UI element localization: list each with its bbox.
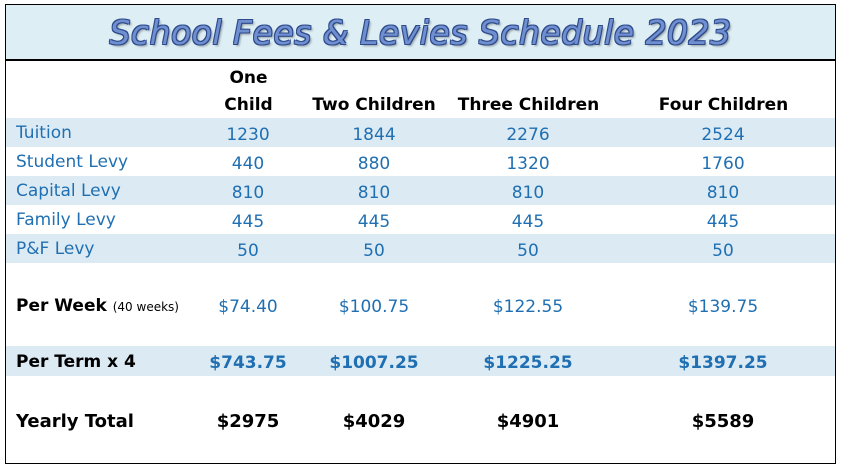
yearly-total-value: $4901 bbox=[496, 411, 560, 432]
column-header-two-children: Two Children bbox=[312, 95, 436, 115]
yearly-total-value: $4029 bbox=[342, 411, 406, 432]
value-cell: 1230 bbox=[226, 125, 270, 145]
column-header-four-children: Four Children bbox=[658, 95, 789, 115]
row-label-per-week bbox=[16, 296, 179, 316]
value-cell: 810 bbox=[231, 183, 265, 203]
row-label-yearly-total: Yearly Total bbox=[16, 411, 134, 432]
per-week-note: (40 weeks) bbox=[112, 300, 179, 314]
value-cell: 880 bbox=[357, 154, 391, 174]
value-cell: 1320 bbox=[506, 154, 550, 174]
per-week-value: $139.75 bbox=[687, 297, 759, 317]
per-term-value: $743.75 bbox=[209, 353, 287, 373]
value-cell: 440 bbox=[231, 154, 265, 174]
value-cell: 1844 bbox=[352, 125, 396, 145]
value-cell: 445 bbox=[706, 212, 740, 232]
per-term-value: $1397.25 bbox=[678, 353, 768, 373]
yearly-total-value: $5589 bbox=[691, 411, 755, 432]
value-cell: 1760 bbox=[701, 154, 745, 174]
yearly-total-value: $2975 bbox=[216, 411, 280, 432]
row-band-pf-levy bbox=[6, 234, 835, 263]
value-cell: 445 bbox=[357, 212, 391, 232]
per-week-value: $100.75 bbox=[338, 297, 410, 317]
value-cell: 2524 bbox=[701, 125, 745, 145]
value-cell: 810 bbox=[511, 183, 545, 203]
page-title: School Fees & Levies Schedule 2023 bbox=[109, 13, 732, 52]
row-label-capital-levy: Capital Levy bbox=[16, 181, 121, 201]
per-week-value: $74.40 bbox=[218, 297, 278, 317]
column-header-one-child-line2: Child bbox=[224, 95, 273, 115]
value-cell: 810 bbox=[357, 183, 391, 203]
row-label-pf-levy: P&F Levy bbox=[16, 239, 95, 259]
per-week-label: Per Week bbox=[16, 296, 107, 316]
value-cell: 810 bbox=[706, 183, 740, 203]
value-cell: 50 bbox=[363, 241, 385, 261]
value-cell: 50 bbox=[517, 241, 539, 261]
value-cell: 50 bbox=[712, 241, 734, 261]
value-cell: 445 bbox=[511, 212, 545, 232]
value-cell: 445 bbox=[231, 212, 265, 232]
column-header-one-child-line1: One bbox=[229, 68, 268, 88]
fees-table bbox=[5, 4, 836, 464]
title-bar bbox=[6, 5, 835, 61]
value-cell: 50 bbox=[237, 241, 259, 261]
value-cell: 2276 bbox=[506, 125, 550, 145]
column-header-three-children: Three Children bbox=[457, 95, 600, 115]
per-week-value: $122.55 bbox=[492, 297, 564, 317]
per-term-value: $1007.25 bbox=[329, 353, 419, 373]
per-term-value: $1225.25 bbox=[483, 353, 573, 373]
row-label-tuition: Tuition bbox=[16, 123, 72, 143]
row-label-per-term: Per Term x 4 bbox=[16, 352, 136, 372]
row-label-family-levy: Family Levy bbox=[16, 210, 116, 230]
row-label-student-levy: Student Levy bbox=[16, 152, 129, 172]
